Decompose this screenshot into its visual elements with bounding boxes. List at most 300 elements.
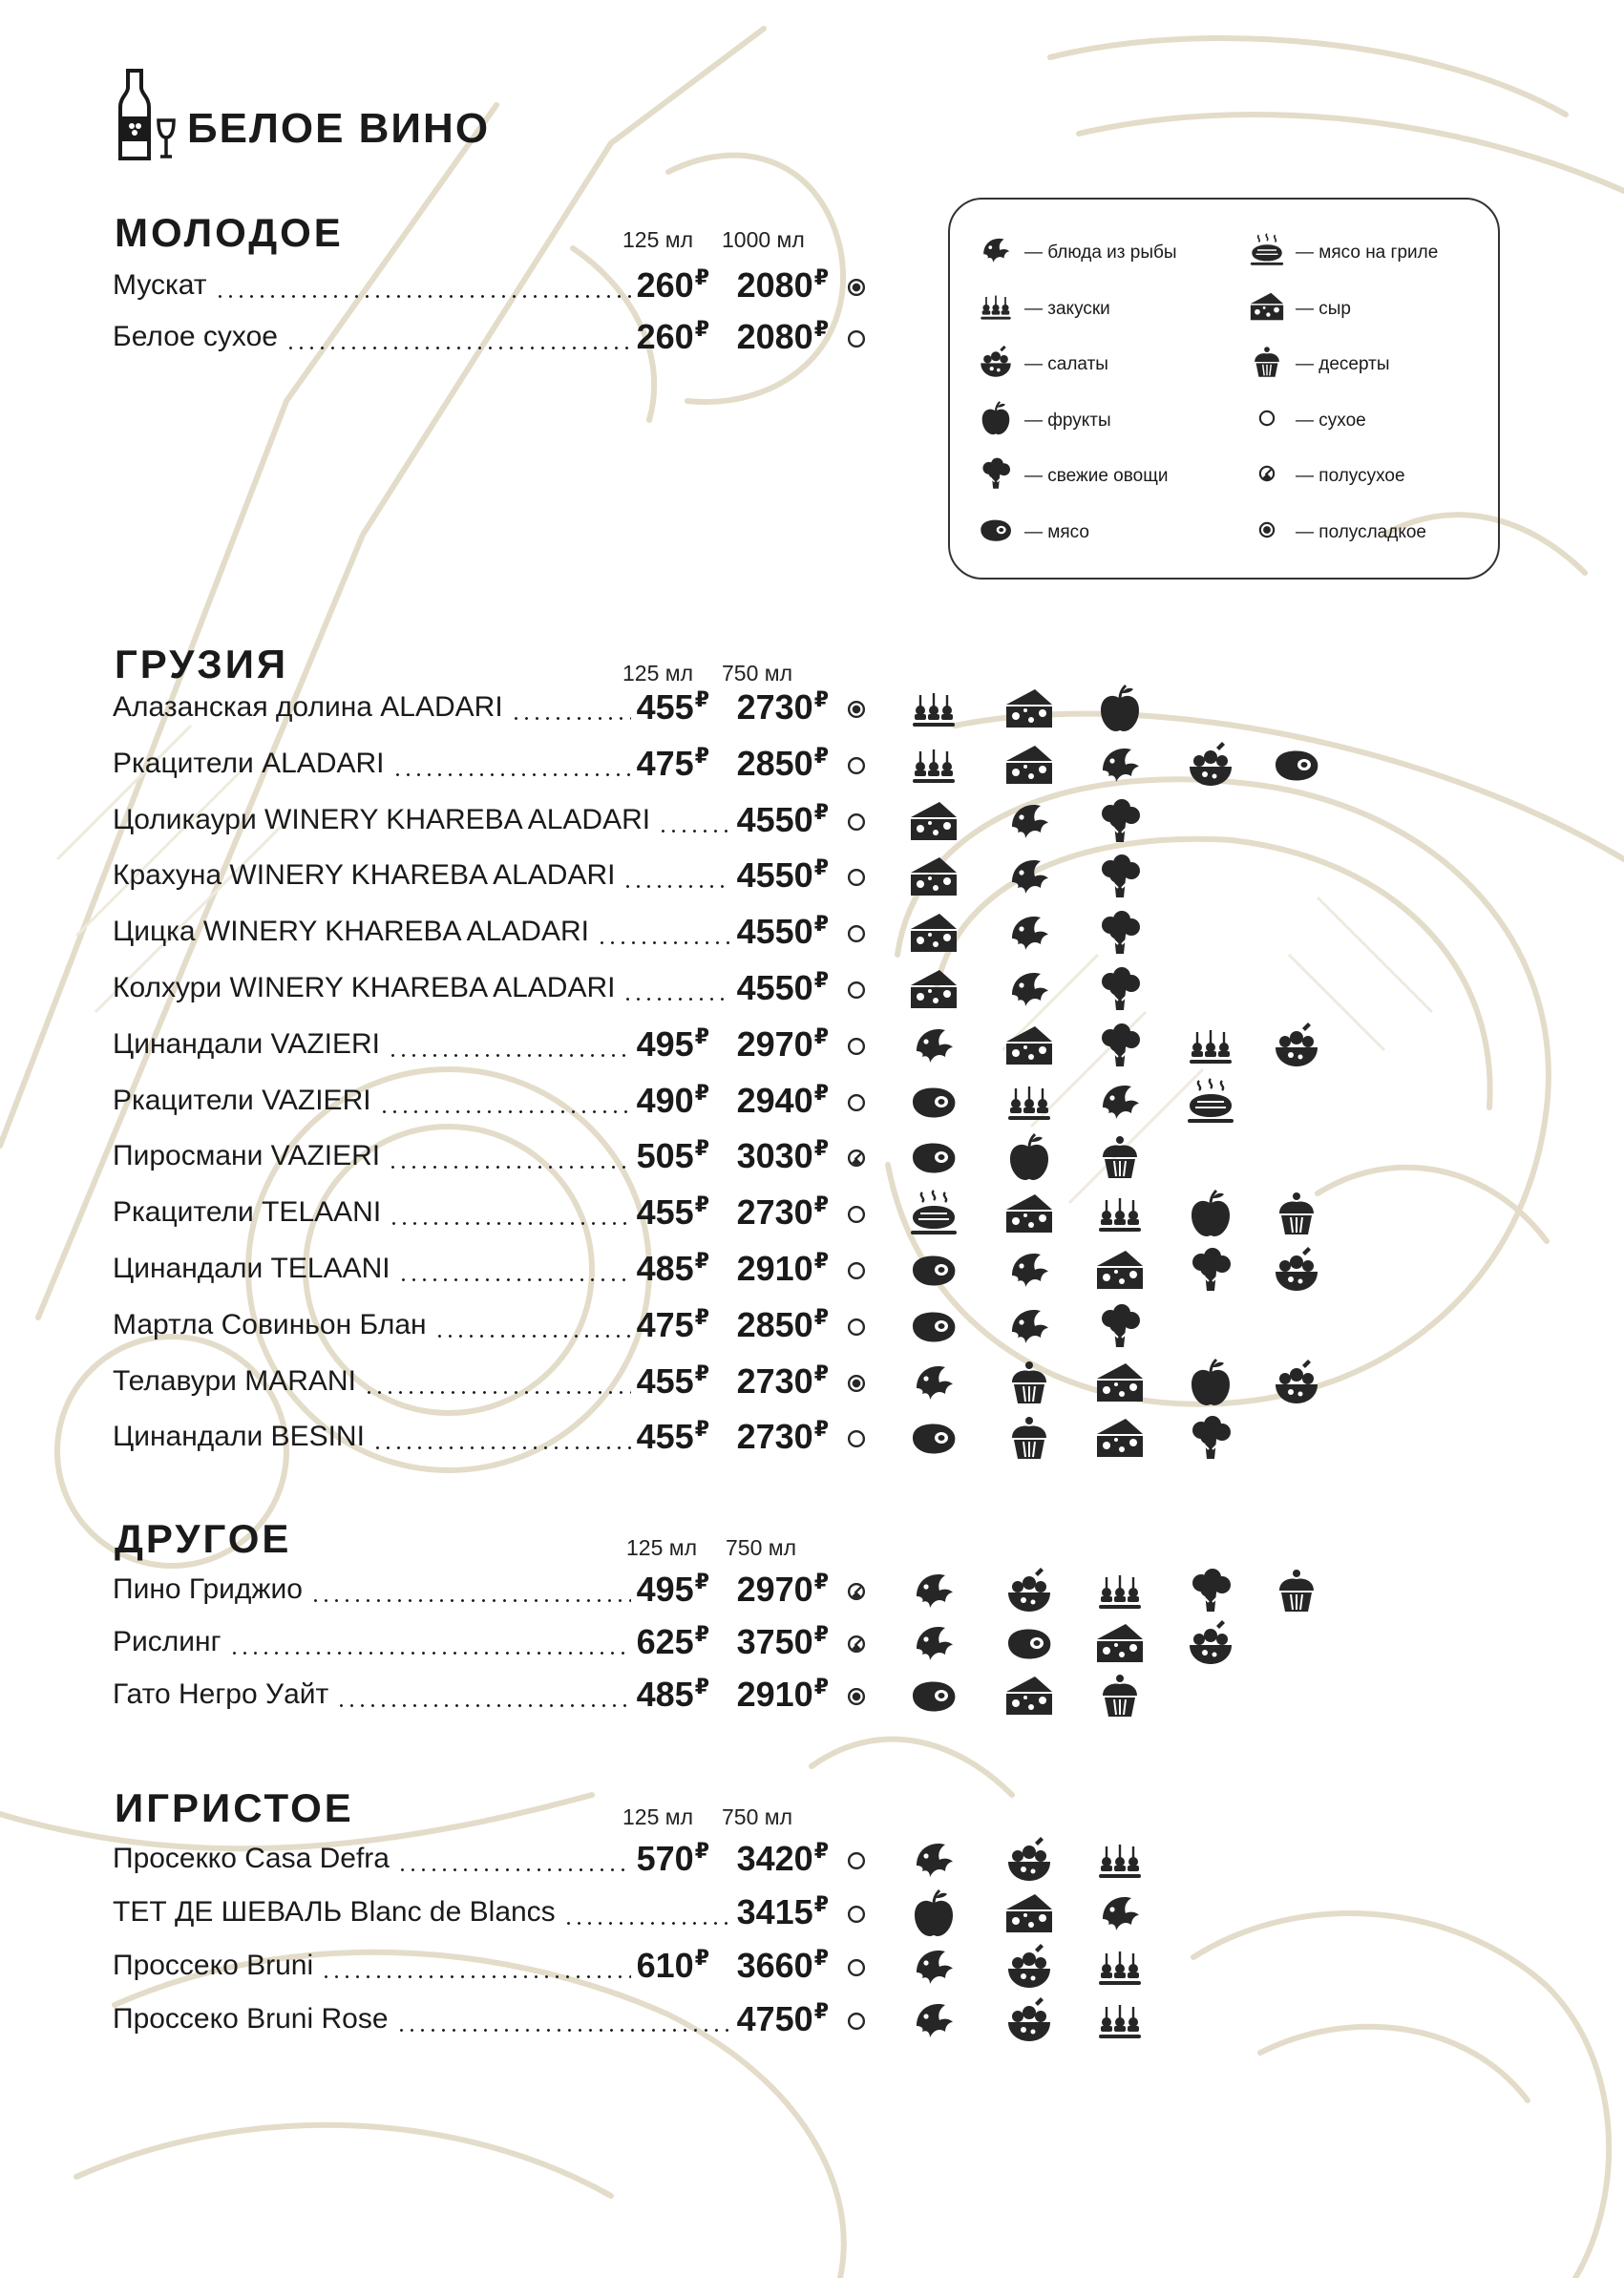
legend-label: — фрукты (1024, 410, 1111, 431)
price-bottle (737, 687, 829, 728)
fruit-icon (1002, 1130, 1056, 1184)
legend-item (1246, 402, 1366, 440)
wine-name: ТЕТ ДЕ ШЕВАЛЬ Blanc de Blancs (113, 1896, 556, 1928)
semisweet-icon (846, 277, 867, 298)
semisweet-icon (846, 699, 867, 720)
wine-name: Просекко Casa Defra (113, 1843, 390, 1874)
ruble-sign: ₽ (813, 1892, 829, 1916)
price-glass (637, 1417, 709, 1457)
volume-header-small: 125 мл (622, 661, 693, 686)
ruble-sign: ₽ (813, 1675, 829, 1698)
dot-leader (364, 1391, 631, 1394)
cheese-icon (1246, 287, 1288, 331)
dry-icon (846, 328, 867, 349)
price-glass-value: 475 (636, 744, 694, 783)
meat-icon (907, 1669, 960, 1722)
fish-icon (1093, 1075, 1147, 1128)
price-bottle-value: 2730 (736, 687, 813, 727)
price-bottle (737, 912, 829, 952)
wine-name: Ркацители TELAANI (113, 1196, 382, 1228)
dessert-icon (1002, 1356, 1056, 1409)
ruble-sign: ₽ (694, 1675, 709, 1698)
price-glass-value: 570 (636, 1839, 694, 1878)
wine-name: Цинандали VAZIERI (113, 1028, 381, 1060)
ruble-sign: ₽ (694, 744, 709, 768)
wine-item (113, 1620, 867, 1668)
price-glass-value: 475 (636, 1305, 694, 1344)
meat-icon (907, 1243, 960, 1297)
dot-leader (563, 1922, 731, 1925)
legend-item (1246, 290, 1351, 328)
dot-leader (434, 1335, 631, 1338)
wine-name: Цинандали BESINI (113, 1421, 365, 1452)
ruble-sign: ₽ (694, 1361, 709, 1385)
price-glass (637, 1024, 709, 1065)
dry-icon (846, 1904, 867, 1925)
grill-icon (1246, 231, 1288, 275)
wine-item (113, 264, 867, 311)
semidry-icon (846, 1634, 867, 1655)
legend-item (975, 234, 1177, 272)
page-title: БЕЛОЕ ВИНО (187, 105, 491, 152)
ruble-sign: ₽ (813, 968, 829, 992)
cheese-icon (1093, 1356, 1147, 1409)
wine-name: Пино Гриджио (113, 1573, 303, 1605)
price-bottle-value: 2940 (736, 1081, 813, 1120)
dot-leader (398, 1278, 631, 1281)
wine-item (113, 1134, 867, 1182)
vegetables-icon (1184, 1564, 1237, 1617)
price-bottle (737, 1192, 829, 1233)
vegetables-icon (1093, 1019, 1147, 1072)
price-glass (637, 687, 709, 728)
dry-icon (846, 1092, 867, 1113)
ruble-sign: ₽ (694, 1136, 709, 1160)
price-bottle-value: 2730 (736, 1417, 813, 1456)
price-bottle-value: 2970 (736, 1570, 813, 1609)
wine-item (113, 1673, 867, 1720)
dot-leader (622, 998, 731, 1001)
price-bottle (737, 1622, 829, 1662)
price-glass (637, 1570, 709, 1610)
vegetables-icon (1093, 1299, 1147, 1353)
vegetables-icon (1184, 1411, 1237, 1465)
section-title: ГРУЗИЯ (115, 642, 289, 686)
volume-header-bottle: 750 мл (726, 1535, 796, 1560)
snacks-icon (1093, 1993, 1147, 2047)
section-title: ИГРИСТОЕ (115, 1785, 354, 1830)
legend-item (1246, 234, 1438, 272)
fruit-icon (907, 1887, 960, 1940)
fish-icon (907, 1940, 960, 1993)
legend-item (1246, 346, 1390, 384)
price-bottle (737, 317, 829, 357)
dessert-icon (1002, 1411, 1056, 1465)
ruble-sign: ₽ (813, 1361, 829, 1385)
cheese-icon (1093, 1616, 1147, 1670)
price-bottle (737, 1417, 829, 1457)
meat-icon (1002, 1616, 1056, 1670)
ruble-sign: ₽ (694, 1249, 709, 1273)
dot-leader (285, 347, 631, 349)
price-glass-value: 455 (636, 1417, 694, 1456)
volume-header-bottle: 750 мл (722, 1804, 792, 1829)
cheese-icon (1093, 1243, 1147, 1297)
dot-leader (597, 941, 731, 944)
dry-icon (846, 1260, 867, 1281)
snacks-icon (1093, 1564, 1147, 1617)
dot-leader (658, 830, 731, 833)
legend-label: — блюда из рыбы (1024, 243, 1177, 263)
section-title: МОЛОДОЕ (115, 210, 344, 255)
ruble-sign: ₽ (694, 1024, 709, 1048)
wine-name: Колхури WINERY KHAREBA ALADARI (113, 972, 616, 1003)
price-glass (637, 1305, 709, 1345)
salad-icon (1002, 1993, 1056, 2047)
wine-item (113, 1023, 867, 1070)
wine-name: Пиросмани VAZIERI (113, 1140, 381, 1171)
fruit-icon (975, 399, 1017, 443)
semidry-icon (846, 1148, 867, 1169)
ruble-sign: ₽ (694, 1622, 709, 1646)
vegetables-icon (1093, 794, 1147, 848)
cheese-icon (1002, 1669, 1056, 1722)
dry-icon (846, 1428, 867, 1449)
price-glass-value: 260 (636, 265, 694, 305)
salad-icon (1002, 1940, 1056, 1993)
dot-leader (336, 1704, 631, 1707)
ruble-sign: ₽ (813, 1249, 829, 1273)
price-bottle (737, 1305, 829, 1345)
snacks-icon (975, 287, 1017, 331)
price-bottle-value: 2080 (736, 317, 813, 356)
ruble-sign: ₽ (694, 687, 709, 711)
price-bottle (737, 1081, 829, 1121)
salad-icon (1002, 1564, 1056, 1617)
ruble-sign: ₽ (813, 317, 829, 341)
price-glass (637, 1839, 709, 1879)
legend-item (1246, 457, 1405, 496)
price-glass-value: 455 (636, 1361, 694, 1401)
dot-leader (229, 1652, 631, 1655)
wine-name: Цинандали TELAANI (113, 1253, 390, 1284)
legend-label: — салаты (1024, 354, 1108, 374)
price-bottle-value: 2080 (736, 265, 813, 305)
price-bottle-value: 2850 (736, 744, 813, 783)
semidry-icon (846, 1581, 867, 1602)
price-glass (637, 1192, 709, 1233)
snacks-icon (1093, 1187, 1147, 1240)
price-bottle-value: 2850 (736, 1305, 813, 1344)
cheese-icon (1093, 1411, 1147, 1465)
price-bottle (737, 1361, 829, 1402)
ruble-sign: ₽ (813, 1839, 829, 1863)
price-bottle (737, 800, 829, 840)
fish-icon (907, 1993, 960, 2047)
wine-item (113, 1247, 867, 1295)
price-bottle-value: 4550 (736, 968, 813, 1007)
price-bottle (737, 1946, 829, 1986)
legend (948, 198, 1500, 580)
dry-icon (846, 923, 867, 944)
dot-leader (622, 885, 731, 888)
price-bottle-value: 4550 (736, 855, 813, 895)
price-bottle (737, 1570, 829, 1610)
dot-leader (388, 1054, 631, 1057)
wine-item (113, 798, 867, 846)
fish-icon (907, 1564, 960, 1617)
ruble-sign: ₽ (694, 1946, 709, 1970)
dry-icon (846, 812, 867, 833)
dry-icon (846, 1204, 867, 1225)
price-glass (637, 744, 709, 784)
grill-icon (907, 1187, 960, 1240)
wine-name: Проссеко Bruni (113, 1950, 314, 1981)
ruble-sign: ₽ (694, 265, 709, 289)
price-glass-value: 495 (636, 1024, 694, 1064)
wine-name: Цоликаури WINERY KHAREBA ALADARI (113, 804, 651, 835)
section-title: ДРУГОЕ (115, 1516, 292, 1561)
volume-header-small: 125 мл (622, 1804, 693, 1829)
snacks-icon (1184, 1019, 1237, 1072)
dry-icon (846, 1850, 867, 1871)
dry-icon (846, 755, 867, 776)
legend-item (975, 457, 1168, 496)
price-glass (637, 1249, 709, 1289)
legend-label: — полусладкое (1296, 521, 1426, 542)
fish-icon (1002, 962, 1056, 1016)
fish-icon (1002, 794, 1056, 848)
fish-icon (1002, 1299, 1056, 1353)
dot-leader (379, 1110, 631, 1113)
snacks-icon (1093, 1940, 1147, 1993)
vegetables-icon (975, 454, 1017, 498)
ruble-sign: ₽ (694, 1417, 709, 1441)
ruble-sign: ₽ (694, 1081, 709, 1105)
price-bottle-value: 3660 (736, 1946, 813, 1985)
price-bottle-value: 2730 (736, 1192, 813, 1232)
ruble-sign: ₽ (813, 1622, 829, 1646)
legend-label: — полусухое (1296, 466, 1405, 486)
price-glass (637, 1361, 709, 1402)
ruble-sign: ₽ (694, 1305, 709, 1329)
price-glass-value: 490 (636, 1081, 694, 1120)
ruble-sign: ₽ (813, 1999, 829, 2023)
wine-name: Гато Негро Уайт (113, 1678, 329, 1710)
dessert-icon (1270, 1564, 1323, 1617)
legend-item (975, 346, 1108, 384)
fish-icon (975, 231, 1017, 275)
wine-name: Рислинг (113, 1626, 221, 1657)
wine-item (113, 1079, 867, 1127)
volume-header-bottle: 750 мл (722, 661, 792, 686)
price-glass-value: 505 (636, 1136, 694, 1175)
dry-icon (846, 2011, 867, 2032)
price-glass (637, 265, 709, 306)
price-glass-value: 610 (636, 1946, 694, 1985)
legend-label: — сыр (1296, 298, 1352, 319)
ruble-sign: ₽ (694, 1839, 709, 1863)
legend-label: — мясо на гриле (1296, 243, 1439, 263)
price-glass-value: 485 (636, 1249, 694, 1288)
wine-item (113, 1415, 867, 1463)
vegetables-icon (1093, 962, 1147, 1016)
legend-label: — свежие овощи (1024, 466, 1169, 486)
wine-item (113, 315, 867, 363)
legend-item (975, 402, 1111, 440)
price-bottle (737, 855, 829, 896)
cheese-icon (1002, 1187, 1056, 1240)
wine-item (113, 686, 867, 733)
dot-leader (388, 1166, 631, 1169)
price-bottle-value: 3420 (736, 1839, 813, 1878)
ruble-sign: ₽ (813, 1136, 829, 1160)
wine-item (113, 1360, 867, 1407)
price-glass (637, 1622, 709, 1662)
dry-icon (846, 1317, 867, 1338)
cheese-icon (907, 906, 960, 960)
ruble-sign: ₽ (813, 687, 829, 711)
dry-icon (846, 980, 867, 1001)
wine-bottle-icon (115, 67, 181, 162)
wine-item (113, 1944, 867, 1992)
dry-icon (846, 1957, 867, 1978)
menu-header (115, 67, 490, 162)
ruble-sign: ₽ (813, 1081, 829, 1105)
fish-icon (1093, 1887, 1147, 1940)
price-glass (637, 1946, 709, 1986)
grill-icon (1184, 1075, 1237, 1128)
wine-item (113, 1890, 867, 1938)
wine-name: Проссеко Bruni Rose (113, 2003, 389, 2035)
ruble-sign: ₽ (813, 855, 829, 879)
wine-name: Телавури MARANI (113, 1365, 356, 1397)
price-glass-value: 625 (636, 1622, 694, 1661)
snacks-icon (907, 682, 960, 735)
wine-item (113, 1837, 867, 1885)
ruble-sign: ₽ (694, 317, 709, 341)
salad-icon (1184, 1616, 1237, 1670)
vegetables-icon (1093, 906, 1147, 960)
fish-icon (907, 1356, 960, 1409)
vegetables-icon (1184, 1243, 1237, 1297)
price-bottle-value: 2910 (736, 1675, 813, 1714)
dot-leader (511, 717, 631, 720)
price-glass (637, 1081, 709, 1121)
price-glass-value: 455 (636, 687, 694, 727)
dry-icon (846, 1036, 867, 1057)
price-bottle-value: 4550 (736, 800, 813, 839)
price-bottle-value: 3030 (736, 1136, 813, 1175)
ruble-sign: ₽ (813, 1192, 829, 1216)
cheese-icon (907, 962, 960, 1016)
snacks-icon (1002, 1075, 1056, 1128)
price-glass-value: 455 (636, 1192, 694, 1232)
price-bottle (737, 265, 829, 306)
wine-name: Цицка WINERY KHAREBA ALADARI (113, 916, 589, 947)
wine-item (113, 1568, 867, 1615)
legend-label: — сухое (1296, 410, 1366, 431)
fruit-icon (1184, 1356, 1237, 1409)
ruble-sign: ₽ (813, 912, 829, 936)
ruble-sign: ₽ (694, 1192, 709, 1216)
dot-leader (372, 1446, 631, 1449)
meat-icon (975, 511, 1017, 555)
wine-name: Крахуна WINERY KHAREBA ALADARI (113, 859, 616, 891)
price-bottle-value: 4750 (736, 1999, 813, 2038)
price-bottle (737, 1249, 829, 1289)
semidry-icon (1246, 454, 1288, 498)
fruit-icon (1093, 682, 1147, 735)
salad-icon (1184, 738, 1237, 791)
wine-item (113, 742, 867, 790)
volume-header-bottle: 1000 мл (722, 227, 805, 252)
semisweet-icon (846, 1373, 867, 1394)
price-glass (637, 317, 709, 357)
cheese-icon (907, 850, 960, 903)
volume-header-small: 125 мл (626, 1535, 697, 1560)
dot-leader (396, 2029, 731, 2032)
wine-name: Мартла Совиньон Блан (113, 1309, 427, 1340)
wine-item (113, 1303, 867, 1351)
ruble-sign: ₽ (813, 1024, 829, 1048)
fish-icon (1002, 850, 1056, 903)
price-glass (637, 1136, 709, 1176)
dry-icon (846, 867, 867, 888)
dot-leader (389, 1222, 631, 1225)
legend-item (1246, 514, 1426, 552)
dot-leader (397, 1868, 631, 1871)
fish-icon (1002, 906, 1056, 960)
semisweet-icon (846, 1686, 867, 1707)
dessert-icon (1270, 1187, 1323, 1240)
wine-name: Ркацители ALADARI (113, 748, 385, 779)
fish-icon (1002, 1243, 1056, 1297)
dot-leader (392, 773, 631, 776)
price-bottle (737, 744, 829, 784)
price-bottle-value: 2970 (736, 1024, 813, 1064)
ruble-sign: ₽ (813, 1946, 829, 1970)
wine-name: Ркацители VAZIERI (113, 1085, 371, 1116)
meat-icon (907, 1130, 960, 1184)
dessert-icon (1093, 1130, 1147, 1184)
price-bottle (737, 1892, 829, 1932)
legend-label: — десерты (1296, 354, 1390, 374)
salad-icon (1270, 1356, 1323, 1409)
cheese-icon (1002, 1887, 1056, 1940)
semisweet-icon (1246, 511, 1288, 555)
snacks-icon (1093, 1833, 1147, 1887)
price-glass-value: 495 (636, 1570, 694, 1609)
fish-icon (907, 1833, 960, 1887)
dessert-icon (1093, 1669, 1147, 1722)
wine-item (113, 854, 867, 901)
wine-name: Мускат (113, 269, 207, 301)
meat-icon (907, 1075, 960, 1128)
cheese-icon (1002, 682, 1056, 735)
price-glass (637, 1675, 709, 1715)
wine-item (113, 1997, 867, 2045)
price-glass-value: 485 (636, 1675, 694, 1714)
price-bottle-value: 3750 (736, 1622, 813, 1661)
volume-header-small: 125 мл (622, 227, 693, 252)
fish-icon (1093, 738, 1147, 791)
ruble-sign: ₽ (813, 1305, 829, 1329)
price-bottle (737, 1136, 829, 1176)
price-bottle (737, 1839, 829, 1879)
price-bottle (737, 1999, 829, 2039)
price-bottle-value: 4550 (736, 912, 813, 951)
